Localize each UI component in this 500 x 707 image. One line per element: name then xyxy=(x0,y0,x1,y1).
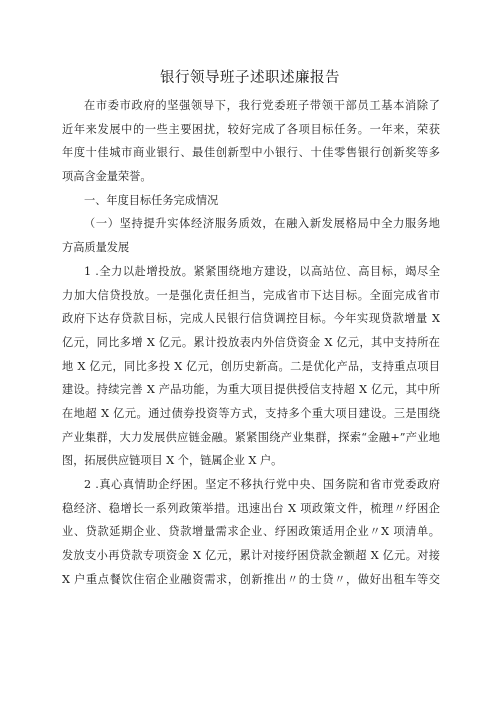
text-line: 建设。持续完善 X 产品功能，为重大项目提供授信支持超 X 亿元，其中所 xyxy=(62,383,440,397)
text-line: 方高质量发展 xyxy=(62,241,130,255)
text-line: 业、贷款延期企业、贷款增量需求企业、纾困政策适用企业〃X 项清单。 xyxy=(62,525,440,539)
text-line: 年度十佳城市商业银行、最佳创新型中小银行、十佳零售银行创新奖等多 xyxy=(62,146,440,160)
text-line: 政府下达存贷款目标，完成人民银行信贷调控目标。今年实现贷款增量 X xyxy=(62,312,440,326)
text-line: 地 X 亿元，同比多投 X 亿元，创历史新高。二是优化产品，支持重点项目 xyxy=(62,359,440,373)
text-line: 1 .全力以赴增投放。紧紧围绕地方建设，以高站位、高目标，竭尽全 xyxy=(84,264,440,278)
text-line: 图，拓展供应链项目 X 个，链属企业 X 户。 xyxy=(62,454,283,468)
text-line: 稳经济、稳增长一系列政策举措。迅速出台 X 项政策文件，梳理〃纾困企 xyxy=(62,501,440,515)
text-line: 2 .真心真情助企纾困。坚定不移执行党中央、国务院和省市党委政府 xyxy=(84,478,440,491)
text-line: 项高含金量荣誉。 xyxy=(62,170,152,184)
document-title: 银行领导班子述职述廉报告 xyxy=(160,70,340,86)
text-line: 力加大信贷投放。一是强化责任担当，完成省市下达目标。全面完成省市 xyxy=(62,288,440,302)
text-line: 亿元，同比多增 X 亿元。累计投放表内外信贷资金 X 亿元，其中支持所在 xyxy=(62,335,440,349)
text-line: （一）坚持提升实体经济服务质效，在融入新发展格局中全力服务地 xyxy=(84,217,440,231)
text-line: 产业集群，大力发展供应链金融。紧紧围绕产业集群，探索“金融+”产业地 xyxy=(62,430,440,444)
text-line: 在地超 X 亿元。通过债券投资等方式，支持多个重大项目建设。三是围绕 xyxy=(62,406,440,420)
text-line: 发放支小再贷款专项资金 X 亿元，累计对接纾困贷款金额超 X 亿元。对接 xyxy=(62,549,440,563)
document-body xyxy=(62,94,440,591)
text-line: X 户重点餐饮住宿企业融资需求，创新推出〃的士贷〃，做好出租车等交 xyxy=(62,572,440,586)
text-line: 近年来发展中的一些主要困扰，较好完成了各项目标任务。一年来，荣获 xyxy=(62,122,440,136)
text-line: 一、年度目标任务完成情况 xyxy=(84,193,219,207)
text-line: 在市委市政府的坚强领导下，我行党委班子带领干部员工基本消除了 xyxy=(84,99,440,112)
